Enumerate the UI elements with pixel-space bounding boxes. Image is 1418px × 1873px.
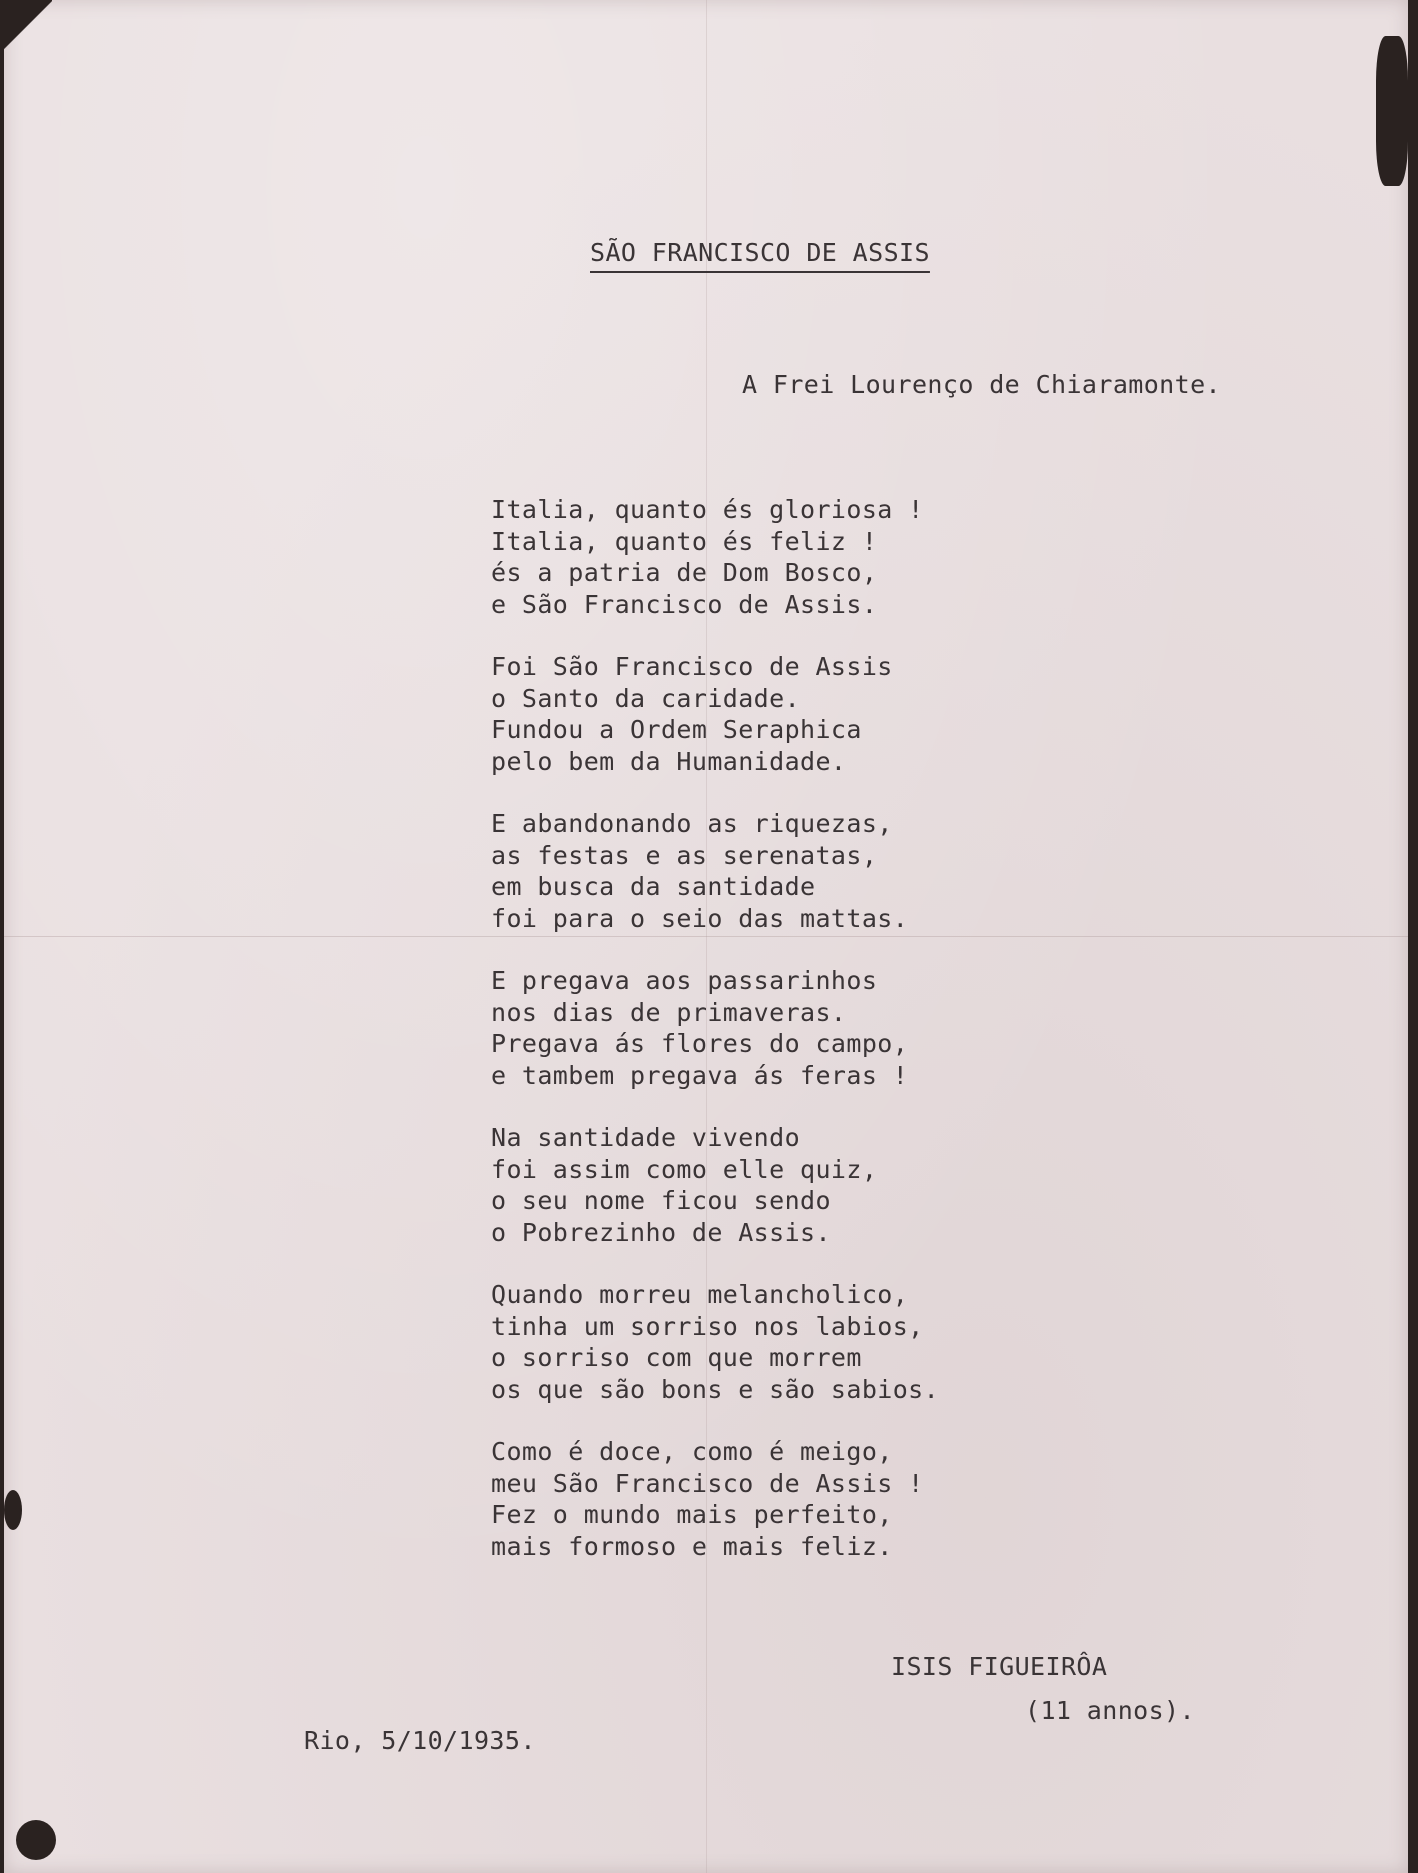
place-and-date: Rio, 5/10/1935. [304,1726,536,1755]
stanza-1 [491,494,1091,620]
stanza-2 [491,651,1091,777]
stanza-7 [491,1436,1091,1562]
verse-line: os que são bons e são sabios. [491,1374,940,1404]
verse-line: o Pobrezinho de Assis. [491,1217,831,1247]
verse-line: Pregava ás flores do campo, [491,1029,909,1058]
verse-line: o seu nome ficou sendo [491,1186,831,1215]
stanza-3 [491,808,1091,934]
verse-line: Quando morreu melancholico, [491,1280,909,1309]
verse-line: és a patria de Dom Bosco, [491,558,878,587]
verse-line: as festas e as serenatas, [491,840,878,870]
verse-line: o Santo da caridade. [491,683,801,713]
verse-line: em busca da santidade [491,872,816,901]
verse-line: Italia, quanto és feliz ! [491,526,878,556]
edge-damage-spot [4,1490,22,1530]
verse-line: E pregava aos passarinhos [491,966,878,995]
verse-line: E abandonando as riquezas, [491,809,893,838]
author-age: (11 annos). [1025,1696,1195,1725]
verse-line: tinha um sorriso nos labios, [491,1311,924,1341]
author-name: ISIS FIGUEIRÔA [891,1652,1108,1681]
dedication-line: A Frei Lourenço de Chiaramonte. [742,370,1221,399]
verse-line: o sorriso com que morrem [491,1343,862,1372]
poem-body [491,494,1091,1593]
edge-damage-spot [1376,36,1408,186]
stanza-4 [491,965,1091,1091]
verse-line: nos dias de primaveras. [491,997,847,1027]
verse-line: e tambem pregava ás feras ! [491,1060,909,1090]
verse-line: foi assim como elle quiz, [491,1154,878,1184]
verse-line: Foi São Francisco de Assis [491,652,893,681]
document-title: SÃO FRANCISCO DE ASSIS [590,238,930,267]
verse-line: meu São Francisco de Assis ! [491,1468,924,1498]
verse-line: foi para o seio das mattas. [491,903,909,933]
verse-line: e São Francisco de Assis. [491,589,878,619]
verse-line: Na santidade vivendo [491,1123,801,1152]
verse-line: Fundou a Ordem Seraphica [491,715,862,744]
stanza-5 [491,1122,1091,1248]
verse-line: Fez o mundo mais perfeito, [491,1500,893,1529]
paper-sheet [4,0,1408,1873]
verse-line: pelo bem da Humanidade. [491,746,847,776]
torn-corner [4,0,52,60]
verse-line: Italia, quanto és gloriosa ! [491,495,924,524]
stanza-6 [491,1279,1091,1405]
edge-damage-spot [16,1820,56,1860]
verse-line: mais formoso e mais feliz. [491,1531,893,1561]
verse-line: Como é doce, como é meigo, [491,1437,893,1466]
